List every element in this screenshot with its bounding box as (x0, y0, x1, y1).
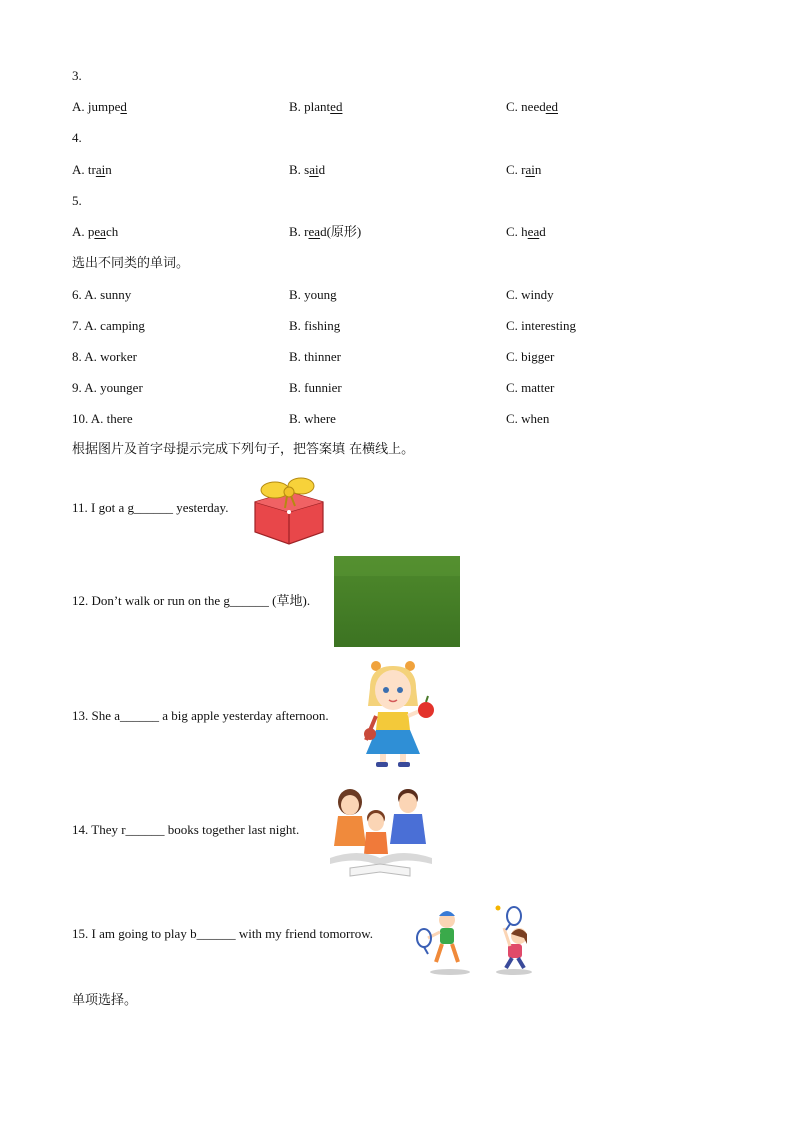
question-number-3: 3. (72, 68, 82, 83)
badminton-players-image (414, 902, 538, 976)
option-7c: C. interesting (506, 318, 577, 333)
sentence-15: 15. I am going to play b______ with my friend tomorrow. (72, 926, 374, 941)
option-3b: B. planted (289, 99, 343, 114)
option-7a: 7. A. camping (72, 318, 145, 333)
family-reading-image (328, 784, 434, 880)
gift-box-image (249, 468, 329, 546)
option-8a: 8. A. worker (72, 349, 137, 364)
option-10b: B. where (289, 411, 336, 426)
sentence-12: 12. Don’t walk or run on the g______ (草地). (72, 593, 311, 608)
grass-image (334, 556, 460, 647)
section-title-odd-one-out: 选出不同类的单词。 (72, 256, 190, 271)
sentence-14: 14. They r______ books together last night. (72, 822, 300, 837)
option-6c: C. windy (506, 287, 554, 302)
sentence-13: 13. She a______ a big apple yesterday afternoon. (72, 708, 329, 723)
option-9a: 9. A. younger (72, 380, 143, 395)
option-6a: 6. A. sunny (72, 287, 132, 302)
option-5b: B. read(原形) (289, 224, 362, 239)
option-5a: A. peach (72, 224, 119, 239)
sentence-11: 11. I got a g______ yesterday. (72, 500, 229, 515)
section-title-fill-in: 根据图片及首字母提示完成下列句子，把答案填 在横线上。 (72, 442, 415, 457)
question-number-5: 5. (72, 193, 82, 208)
option-10c: C. when (506, 411, 550, 426)
option-7b: B. fishing (289, 318, 341, 333)
option-4a: A. train (72, 162, 112, 177)
option-10a: 10. A. there (72, 411, 133, 426)
option-4c: C. rain (506, 162, 542, 177)
question-number-4: 4. (72, 130, 82, 145)
girl-with-apple-image (362, 658, 438, 770)
option-6b: B. young (289, 287, 337, 302)
option-9b: B. funnier (289, 380, 342, 395)
option-4b: B. said (289, 162, 326, 177)
option-5c: C. head (506, 224, 546, 239)
option-8c: C. bigger (506, 349, 555, 364)
option-9c: C. matter (506, 380, 555, 395)
option-3a: A. jumped (72, 99, 127, 114)
option-8b: B. thinner (289, 349, 341, 364)
section-title-single-choice: 单项选择。 (72, 993, 138, 1008)
option-3c: C. needed (506, 99, 558, 114)
